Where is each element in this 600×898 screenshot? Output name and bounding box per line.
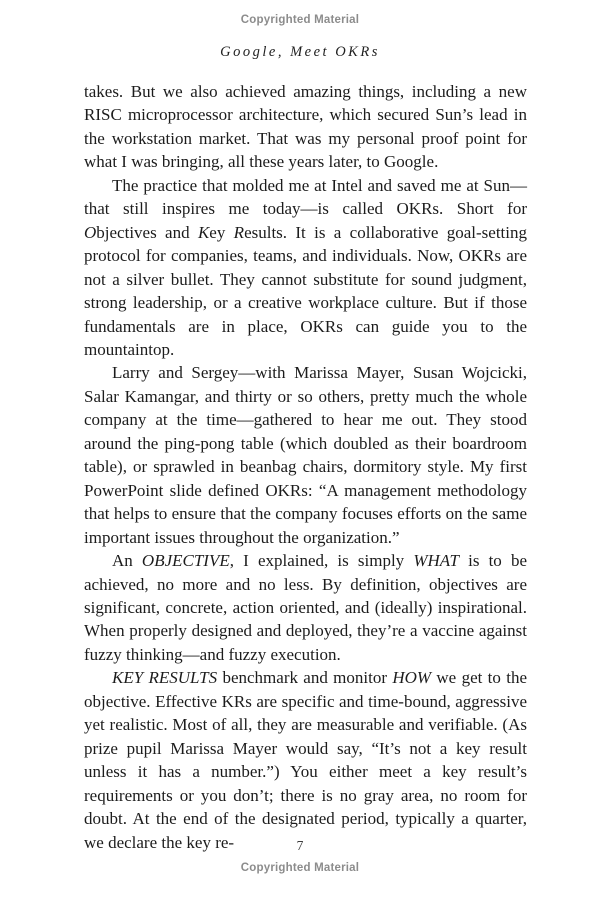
- copyright-notice-top: Copyrighted Material: [240, 14, 360, 26]
- paragraph: [84, 549, 527, 666]
- text-run: , I explained, is simply: [229, 551, 414, 571]
- page-number: 7: [296, 838, 304, 853]
- italic-text-run: HOW: [392, 668, 432, 688]
- copyright-notice-bottom: Copyrighted Material: [240, 862, 360, 874]
- text-run: Larry and Sergey—with Marissa Mayer, Susan Wojcicki, Salar Kamangar, and thirty or so others, pretty much the whole company at the time—gathered to hear me out. They stood around the ping-pong table (which doubled as their boardroom table), or sprawled in beanbag chairs, dormitory style. My first PowerPoint slide defined OKRs: “A management methodology that helps to ensure that the company focuses efforts on the same important issues throughout the organization.”: [84, 363, 527, 547]
- paragraph: [84, 361, 527, 549]
- chapter-title: Google, Meet OKRs: [220, 44, 380, 60]
- paragraph: [84, 80, 527, 174]
- text-run: we get to the objective. Effective KRs are specific and time-bound, aggressive yet realistic. Most of all, they are measurable and verifiable. (As prize pupil Marissa Mayer would say, “It’s not a key result unless it has a number.”) You either meet a key result’s requirements or you don’t; there is no gray area, no room for doubt. At the end of the designated period, typically a quarter, we declare the key re-: [84, 668, 527, 852]
- text-run: An: [112, 551, 142, 571]
- paragraph: [84, 666, 527, 854]
- text-run: benchmark and monitor: [217, 668, 393, 688]
- paragraph: [84, 174, 527, 362]
- italic-text-run: O: [84, 222, 97, 242]
- italic-text-run: KEY RESULTS: [112, 668, 218, 688]
- text-run: bjectives and: [96, 222, 198, 242]
- text-run: esults. It is a collaborative goal-setting protocol for companies, teams, and individuals. Now, OKRs are not a silver bullet. They cannot substitute for sound judgment, strong leadership, or a creative workplace culture. But if those fundamentals are in place, OKRs can guide you to the mountaintop.: [84, 222, 527, 359]
- italic-text-run: K: [197, 222, 210, 242]
- italic-text-run: OBJECTIVE: [141, 551, 230, 571]
- text-run: takes. But we also achieved amazing things, including a new RISC microprocessor architecture, which secured Sun’s lead in the workstation market. That was my personal proof point for what I was bringing, all these years later, to Google.: [84, 82, 527, 172]
- text-run: ey: [209, 222, 234, 242]
- italic-text-run: WHAT: [413, 551, 459, 571]
- italic-text-run: R: [233, 222, 245, 242]
- text-run: The practice that molded me at Intel and saved me at Sun—that still inspires me today—is called OKRs. Short for: [84, 175, 527, 219]
- body-text: [84, 80, 527, 854]
- text-run: is to be achieved, no more and no less. By definition, objectives are significant, concrete, action oriented, and (ideally) inspirational. When properly designed and deployed, they’re a vaccine against fuzzy thinking—and fuzzy execution.: [84, 551, 527, 664]
